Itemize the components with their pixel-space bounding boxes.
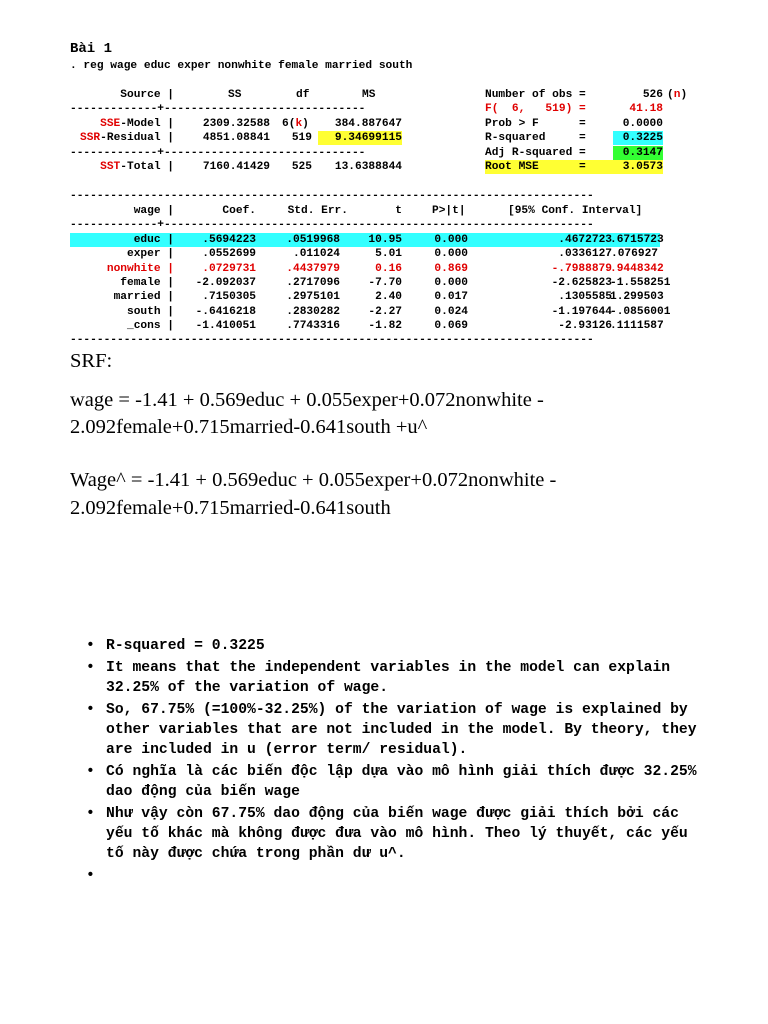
anova-total-ss: 7160.41429 — [202, 161, 270, 173]
coef-p: 0.017 — [434, 291, 468, 303]
anova-header-ss: SS — [228, 89, 242, 101]
srf-label: SRF: — [70, 350, 113, 372]
coef-t: 2.40 — [375, 291, 402, 303]
stat-f — [485, 102, 665, 116]
bullet-icon: • — [86, 868, 95, 885]
coef-var: _cons | — [127, 320, 174, 332]
coef-ci-high: .6715723 — [610, 234, 664, 246]
coef-rule-top: ------------------------------------------------------------------------------ — [70, 190, 594, 202]
coef-t: -1.82 — [368, 320, 402, 332]
stat-f-value: 41.18 — [629, 103, 663, 115]
coef-t: -2.27 — [368, 306, 402, 318]
coef-var: exper | — [127, 248, 174, 260]
stat-adjrsq — [485, 146, 665, 160]
anova-residual-label: SSR-Residual | — [79, 132, 174, 144]
coef-p: 0.869 — [434, 263, 468, 275]
stat-nobs: Number of obs = 526 (n) — [485, 89, 688, 101]
page-heading: Bài 1 — [70, 41, 113, 57]
coef-p: 0.000 — [434, 248, 468, 260]
coef-ci-low: .0336127 — [558, 248, 612, 260]
anova-total-ms: 13.6388844 — [334, 161, 402, 173]
coef-se: .7743316 — [286, 320, 340, 332]
coef-p: 0.069 — [434, 320, 468, 332]
stat-rsq-value: 0.3225 — [613, 131, 663, 145]
interpretation-list — [86, 636, 706, 885]
coef-ci-low: -1.197644 — [551, 306, 612, 318]
coef-se: .0519968 — [286, 234, 340, 246]
coef-p: 0.000 — [434, 234, 468, 246]
fitted-equation-line-1: Wage^ = -1.41 + 0.569educ + 0.055exper+0.072nonwhite - — [70, 469, 557, 491]
coef-var: nonwhite | — [106, 263, 174, 275]
anova-header — [70, 88, 410, 102]
stat-adjrsq-value: 0.3147 — [613, 146, 663, 160]
coef-t: -7.70 — [368, 277, 402, 289]
bullet-icon: • — [86, 638, 95, 654]
stat-rmse-label: Root MSE = — [485, 161, 586, 173]
n-label: n — [673, 89, 681, 101]
coef-var: female | — [120, 277, 174, 289]
coef-se: .2830282 — [286, 306, 340, 318]
fitted-equation-line-2: 2.092female+0.715married-0.641south — [70, 497, 391, 519]
anova-residual-ms: 9.34699115 — [318, 131, 402, 145]
coef-ci-high: 1.299503 — [610, 291, 664, 303]
srf-equation-line-1: wage = -1.41 + 0.569educ + 0.055exper+0.072nonwhite - — [70, 389, 544, 411]
coef-ci-high: .076927 — [611, 248, 658, 260]
coef-value: .7150305 — [202, 291, 256, 303]
ssr-label: SSR — [79, 132, 101, 144]
list-item: • Như vậy còn 67.75% dao động của biến wage được giải thích bởi các yếu tố khác mà không được đưa vào mô hình. Theo lý thuyết, các yếu tố này được chứa trong phần dư u^. — [86, 806, 688, 863]
coef-header-coef: Coef. — [222, 205, 256, 217]
list-item: • So, 67.75% (=100%-32.25%) of the variation of wage is explained by other variables that are not included in the model. By theory, they are included in u (error term/ residual). — [86, 701, 697, 759]
sst-label: SST — [100, 161, 121, 173]
anova-total-label: SST-Total | — [100, 161, 174, 173]
coef-value: .5694223 — [202, 234, 256, 246]
coef-var: educ | — [70, 233, 174, 247]
coef-header-var: wage | — [133, 205, 174, 217]
coef-ci-high: -.0856001 — [610, 306, 671, 318]
anova-model-ss: 2309.32588 — [202, 118, 270, 130]
coef-p: 0.000 — [434, 277, 468, 289]
coef-value: -.6416218 — [195, 306, 256, 318]
coef-row-female — [70, 276, 671, 290]
coef-t: 10.95 — [368, 234, 402, 246]
stat-nobs-value: 526 — [642, 89, 663, 101]
anova-row-residual — [70, 131, 410, 145]
stat-probf — [485, 117, 665, 131]
coef-row-exper — [70, 247, 660, 261]
anova-row-model — [70, 117, 410, 131]
anova-separator-2: -------------+------------------------------ — [70, 147, 366, 159]
list-item: • Có nghĩa là các biến độc lập dựa vào mô hình giải thích được 32.25% dao động của biến wage — [86, 764, 697, 801]
coef-header-se: Std. Err. — [287, 205, 348, 217]
coef-se: .2975101 — [286, 291, 340, 303]
sse-label: SSE — [100, 118, 121, 130]
coef-row-south — [70, 305, 671, 319]
stat-rsq — [485, 131, 665, 145]
coef-var: married | — [113, 291, 174, 303]
anova-row-total — [70, 160, 410, 174]
coef-header-p: P>|t| — [432, 205, 466, 217]
bullet-icon: • — [86, 764, 95, 780]
coef-ci-low: .1305585 — [558, 291, 612, 303]
stat-probf-value: 0.0000 — [622, 118, 663, 130]
anova-residual-ss: 4851.08841 — [202, 132, 270, 144]
coef-se: .011024 — [293, 248, 340, 260]
regress-command: . reg wage educ exper nonwhite female married south — [70, 60, 413, 72]
stat-adjrsq-label: Adj R-squared = — [485, 147, 586, 159]
srf-equation-line-2: 2.092female+0.715married-0.641south +u^ — [70, 416, 428, 438]
coef-ci-high: -1.558251 — [610, 277, 671, 289]
list-item: • R-squared = 0.3225 — [86, 636, 706, 656]
bullet-icon: • — [86, 659, 95, 676]
coef-value: -1.410051 — [195, 320, 256, 332]
coef-ci-high: .9448342 — [610, 263, 664, 275]
anova-header-source: Source | — [120, 89, 174, 101]
coef-ci-low: -2.93126 — [558, 320, 612, 332]
coef-row-married — [70, 290, 664, 304]
coef-ci-low: -2.625823 — [551, 277, 612, 289]
coef-row-nonwhite — [70, 262, 664, 276]
anova-residual-df: 519 — [291, 132, 312, 144]
stat-nobs-label: Number of obs = — [485, 89, 586, 101]
coef-header — [70, 204, 660, 218]
anova-model-df: 6(k) — [282, 118, 309, 130]
coef-t: 0.16 — [375, 263, 402, 275]
coef-var: south | — [127, 306, 174, 318]
coef-p: 0.024 — [434, 306, 468, 318]
coef-value: -2.092037 — [195, 277, 256, 289]
list-item: • It means that the independent variables in the model can explain 32.25% of the variation of wage. — [86, 659, 671, 696]
coef-header-ci: [95% Conf. Interval] — [508, 205, 643, 217]
stat-probf-label: Prob > F = — [485, 118, 586, 130]
stat-f-label: F( 6, 519) = — [485, 103, 586, 115]
coef-se: .2717096 — [286, 277, 340, 289]
coef-ci-low: .4672723 — [558, 234, 612, 246]
coef-t: 5.01 — [375, 248, 402, 260]
coef-ci-high: .1111587 — [610, 320, 664, 332]
anova-separator: -------------+------------------------------ — [70, 103, 366, 115]
coef-ci-low: -.7988879 — [551, 263, 612, 275]
anova-header-ms: MS — [362, 89, 376, 101]
coef-value: .0729731 — [202, 263, 256, 275]
bullet-icon: • — [86, 701, 95, 718]
stat-rmse-value: 3.0573 — [622, 161, 663, 173]
coef-rule-bottom: ------------------------------------------------------------------------------ — [70, 334, 594, 346]
coef-row-cons — [70, 319, 664, 333]
anova-model-label: SSE-Model | — [100, 118, 174, 130]
coef-rule-mid: -------------+---------------------------------------------------------------- — [70, 219, 594, 231]
stat-rmse — [485, 160, 663, 174]
bullet-icon: • — [86, 806, 95, 822]
coef-row-educ — [70, 233, 664, 247]
stat-rsq-label: R-squared = — [485, 132, 586, 144]
anova-header-df: df — [296, 89, 310, 101]
k-label: k — [295, 118, 303, 130]
anova-total-df: 525 — [291, 161, 312, 173]
anova-model-ms: 384.887647 — [334, 118, 402, 130]
coef-header-t: t — [395, 205, 402, 217]
coef-value: .0552699 — [202, 248, 256, 260]
coef-se: .4437979 — [286, 263, 340, 275]
